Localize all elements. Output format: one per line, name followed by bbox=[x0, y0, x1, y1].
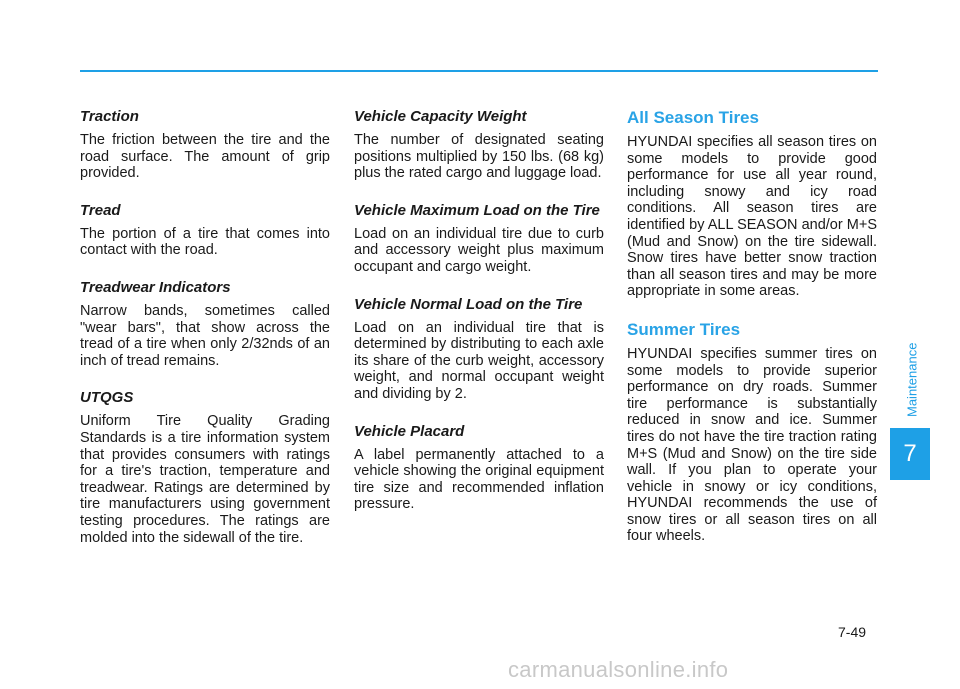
section-text-summer-tires: HYUNDAI specifies summer tires on some models to provide superior performance on dry roads. Summer tire performance is substantially reduced in snow and ice. Summer tires do not have the tire traction rating M+S (Mud and Snow) on the tire side wall. If you plan to operate your vehicle in snowy or icy conditions, HYUNDAI recommends the use of snow tires or all season tires on all four wheels. bbox=[627, 345, 877, 545]
section-heading-vehicle-placard: Vehicle Placard bbox=[354, 422, 465, 440]
section-heading-vehicle-capacity-weight: Vehicle Capacity Weight bbox=[354, 108, 527, 125]
section-heading-vehicle-normal-load: Vehicle Normal Load on the Tire bbox=[354, 295, 583, 313]
section-text-traction: The friction between the tire and the road surface. The amount of grip provided. bbox=[80, 132, 330, 182]
section-heading-all-season-tires: All Season Tires bbox=[627, 108, 759, 127]
section-text-vehicle-normal-load: Load on an individual tire that is determined by distributing to each axle its share of the curb weight, accessory weight, and normal occupant weight and dividing by 2. bbox=[354, 319, 604, 402]
column-3 bbox=[627, 108, 877, 565]
chapter-tab-label: Maintenance bbox=[904, 342, 920, 418]
section-text-vehicle-maximum-load: Load on an individual tire due to curb and accessory weight plus maximum occupant and cargo weight. bbox=[354, 225, 604, 275]
section-text-treadwear-indicators: Narrow bands, sometimes called "wear bars", that show across the tread of a tire when only 2/32nds of an inch of tread remains. bbox=[80, 302, 330, 369]
section-heading-utqgs: UTQGS bbox=[80, 389, 134, 407]
chapter-tab-number: 7 bbox=[890, 428, 930, 480]
column-1 bbox=[80, 108, 330, 566]
section-text-vehicle-capacity-weight: The number of designated seating positions multiplied by 150 lbs. (68 kg) plus the rated cargo and luggage load. bbox=[354, 132, 604, 182]
section-text-utqgs: Uniform Tire Quality Grading Standards is a tire information system that provides consumers with ratings for a tire's traction, temperature and treadwear. Ratings are determined by tire manufacturers using government testing procedures. The ratings are molded into the sidewall of the tire. bbox=[80, 413, 330, 546]
section-text-all-season-tires: HYUNDAI specifies all season tires on some models to provide good performance for use all year round, including snowy and icy road conditions. All season tires are identified by ALL SEASON and/or M+S (Mud and Snow) on the tire sidewall. Snow tires have better snow traction than all season tires and may be more appropriate in some areas. bbox=[627, 134, 877, 300]
section-heading-summer-tires: Summer Tires bbox=[627, 319, 741, 339]
watermark: carmanualsonline.info bbox=[508, 657, 729, 682]
section-heading-treadwear-indicators: Treadwear Indicators bbox=[80, 278, 231, 296]
page-number: 7-49 bbox=[838, 624, 867, 640]
section-heading-vehicle-maximum-load: Vehicle Maximum Load on the Tire bbox=[354, 201, 600, 219]
section-heading-tread: Tread bbox=[80, 201, 121, 219]
section-heading-traction: Traction bbox=[80, 108, 139, 125]
section-text-tread: The portion of a tire that comes into contact with the road. bbox=[80, 225, 330, 259]
section-text-vehicle-placard: A label permanently attached to a vehicle showing the original equipment tire size and recommended inflation pressure. bbox=[354, 446, 604, 513]
header-rule bbox=[80, 70, 878, 72]
column-2 bbox=[354, 108, 604, 533]
